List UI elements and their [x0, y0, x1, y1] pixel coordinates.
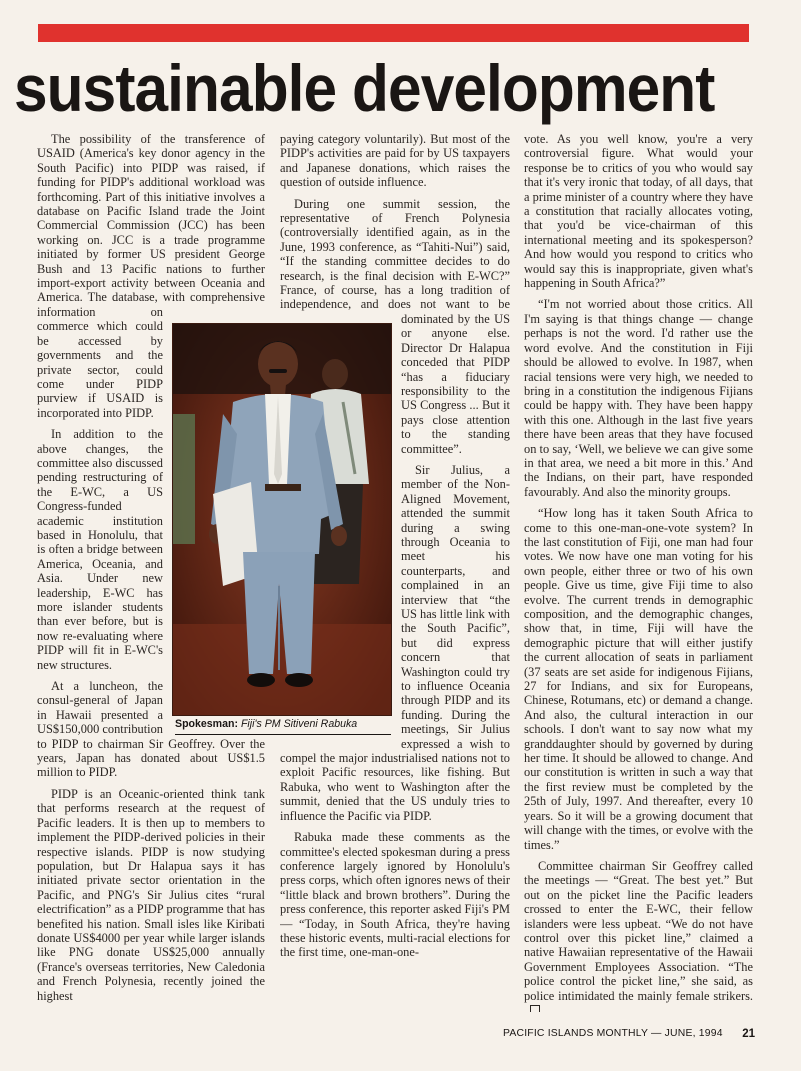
headline: sustainable development	[14, 51, 715, 125]
article-paragraph: During one summit session, the representative of French Polynesia (controversially identified again, as in the June, 1993 conference, as “Tahiti-Nui”) said, “If the standing committee decides to do research, is the final decision with E-WC?” France, of course, has a long tradition of independence, and does not want to be dominated by the US or anyone else. Director Dr Halapua conceded that PIDP “has a fiduciary responsibility to the US Congress ... But it pays close attention to the standing committee”.	[280, 196, 510, 456]
article-paragraph: At a luncheon, the consul-general of Japan in Hawaii presented a US$150,000 contribution to PIDP to chairman Sir Geoffrey. Over the years, Japan has donated about US$1.5 million to PIDP.	[37, 679, 265, 780]
article-paragraph: PIDP is an Oceanic-oriented think tank that performs research at the request of Pacific leaders. It is then up to members to implement the PIDP-derived policies in their respective islands. PIDP is now studying population, but Dr Halapua says it has initiated private sector orientation in the Pacific, and PNG's Sir Julius cites “rural electrification” as a PIDP programme that has benefited his nation. Small isles like Kiribati donate US$4000 per year while larger islands like PNG donate US$25,000 annually (France's overseas territories, New Caledonia and French Polynesia, recently joined the highest	[37, 786, 265, 1003]
article-paragraph: In addition to the above changes, the committee also discussed pending restructuring of the E-WC, a US Congress-funded academic institution based in Honolulu, that is often a bridge between America, Oceania, and Asia. Under new leadership, E-WC has more islander students than ever before, but is now re-evaluating where PIDP will fit in E-WC's new structures.	[37, 427, 163, 672]
article-paragraph: “I'm not worried about those critics. All I'm saying is that things change — change perhaps is not the word. I'd rather use the word evolve. And the constitution in Fiji should be allowed to evolve. In 1987, when racial tensions were very high, we needed to bring in a constitution the indigenous Fijians could be happy with. They have been happy with this one. Although in the last five years there have been areas that they have focused on to say, ‘Well, we believe we can give some in that area, we need a bit more in this.’ And the Indians, on their part, have responded favourably. And also the minority groups.	[524, 297, 753, 499]
article-paragraph: Sir Julius, a member of the Non-Aligned Movement, attended the summit during a swing through Oceania to meet his counterparts, and complained in an interview that “the US has little link with the South Pacific”, but did express concern that Washington could try to influence Oceania through PIDP and its funding. During the meetings, Sir Julius expressed a wish to compel the major industrialised nations not to exploit Pacific resources, like fishing. But Rabuka, who went to Washington after the summit, denied that the US unduly tries to influence the Pacific via PIDP.	[280, 462, 510, 823]
page-footer	[503, 1028, 755, 1040]
article-paragraph: Rabuka made these comments as the committee's elected spokesman during a press conference largely ignored by Honolulu's press corps, which often ignores news of their “little black and brown brothers”. During the press conference, this reporter asked Fiji's PM — “Today, in South Africa, they're having these historic events, multi-racial elections for the first time, one-man-one-	[280, 830, 510, 960]
article-column-3	[524, 132, 753, 1012]
publication-line: PACIFIC ISLANDS MONTHLY — JUNE, 1994	[503, 1028, 723, 1039]
article-paragraph: vote. As you well know, you're a very controversial figure. What would your response be to critics of you who would say that it's very ironic that today, of all days, that a prime minister of a country where they have a constitution that racially allocates voting, that you'd be vice-chairman of this international meeting and its spokesperson? And how would you respond to critics who would say this is inappropriate, given what's happening in South Africa?”	[524, 132, 753, 291]
red-accent-bar	[38, 24, 749, 42]
article-paragraph: Committee chairman Sir Geoffrey called the meetings — “Great. The best yet.” But out on the picket line the Pacific leaders crossed to enter the E-WC, their fellow islanders were less upbeat. “We do not have control over this picket line,” claimed a native Hawaiian representative of the Hawaii Government Employees Association. “The police control the picket line,” she said, as police intimidated the mainly female strikers.	[524, 859, 753, 1012]
photo-caption	[175, 718, 391, 735]
caption-text: Fiji's PM Sitiveni Rabuka	[238, 718, 358, 730]
page-number: 21	[742, 1028, 755, 1040]
man-in-grey-suit-photo	[173, 324, 391, 715]
caption-lead: Spokesman:	[175, 718, 238, 730]
article-paragraph: paying category voluntarily). But most of the PIDP's activities are paid for by US taxpayers and Japanese donations, which raises the question of outside influence.	[280, 132, 510, 190]
article-paragraph: “How long has it taken South Africa to come to this one-man-one-vote system? In the last constitution of Fiji, one man had four votes. We now have one man voting for his own people, either three or two of his own people. Give us time, give Fiji time to also evolve. The current trends in demographic composition, and the demographic changes, show that, in time, Fiji will have the demographic picture that will either justify the current allocation of seats in parliament (37 seats are set aside for indigenous Fijians, 27 for Indians, and six for Europeans, Chinese, Rotumans, etc) or demand a change. And also, the cultural interaction in our schools. I don't want to say now what my granddaughter should by governed by during her time. It should be allowed to change. And our constitution is written in such a way that the first review must be completed by the 25th of July, 1997. And thereafter, every 10 years. So it will be a growing document that will change with the times, or evolve with the times.”	[524, 506, 753, 852]
article-paragraph: The possibility of the transference of USAID (America's key donor agency in the South Pacific) into PIDP was raised, if funding for PIDP's additional workload was forthcoming. Part of this initiative involves a database on Pacific Island trade the Joint Commercial Commission (JCC) has been working on. JCC is a trade programme initiated by former US president George Bush and 13 Pacific nations to further import-export activity between Oceania and America. The database, with comprehensive information on commerce which could be accessed by governments and the private sector, could come under PIDP purview if USAID is incorporated into PIDP.	[37, 132, 265, 420]
end-of-article-square-icon	[530, 1005, 540, 1012]
